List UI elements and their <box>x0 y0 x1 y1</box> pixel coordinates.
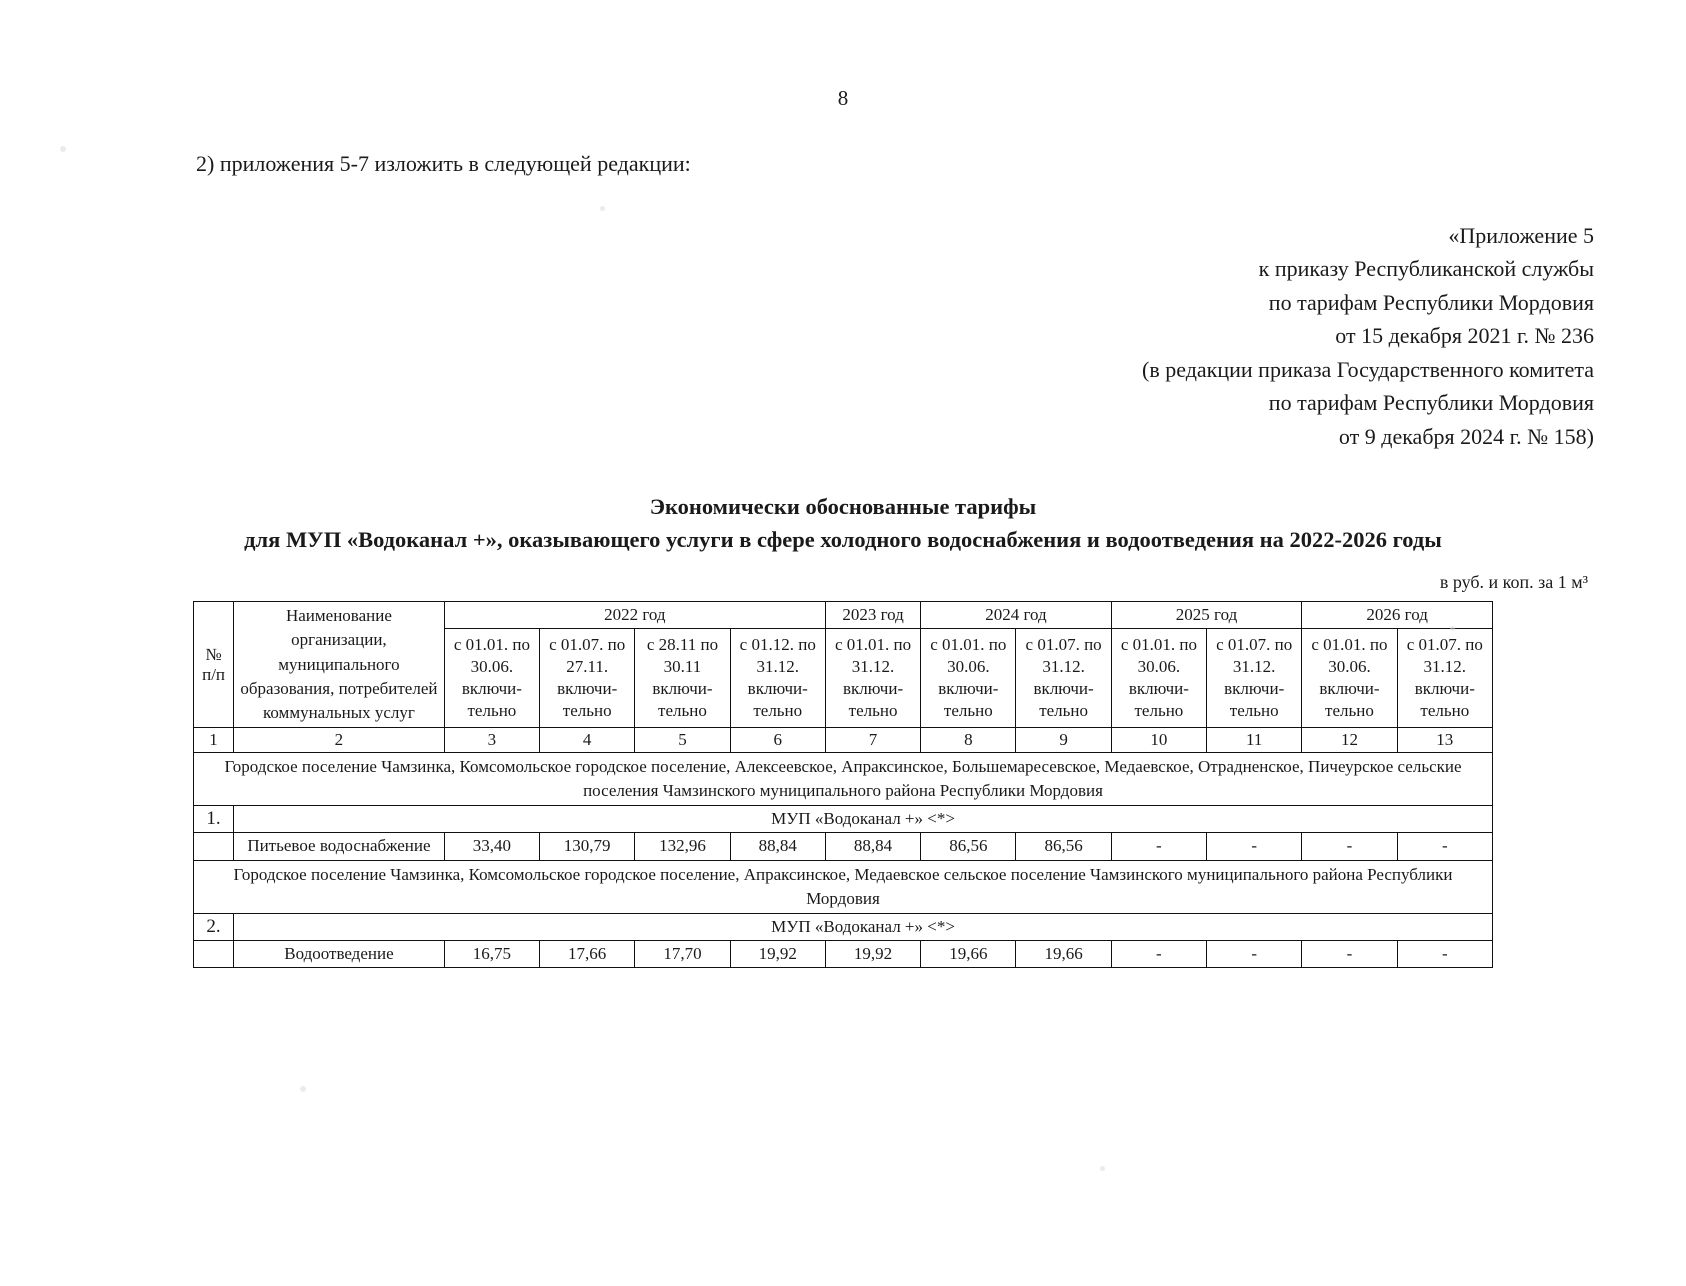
column-number: 2 <box>234 727 445 752</box>
column-number: 9 <box>1016 727 1111 752</box>
column-number: 1 <box>194 727 234 752</box>
header-period: с 01.01. по 30.06. включи-тельно <box>444 628 539 727</box>
header-period: с 01.07. по 31.12. включи-тельно <box>1016 628 1111 727</box>
appendix-line: «Приложение 5 <box>1448 223 1594 248</box>
header-period: с 01.07. по 31.12. включи-тельно <box>1207 628 1302 727</box>
header-period: с 01.07. по 31.12. включи-тельно <box>1397 628 1492 727</box>
column-number: 6 <box>730 727 825 752</box>
header-period: с 01.12. по 31.12. включи-тельно <box>730 628 825 727</box>
units-note: в руб. и коп. за 1 м³ <box>1439 572 1588 593</box>
header-year-2024: 2024 год <box>921 602 1112 629</box>
header-year-2026: 2026 год <box>1302 602 1493 629</box>
column-number: 10 <box>1111 727 1206 752</box>
region-text: Городское поселение Чамзинка, Комсомольское городское поселение, Апраксинское, Медаевское сельское поселение Чамзинского муниципального района Республики Мордовия <box>194 860 1493 913</box>
tariff-value: 19,92 <box>730 940 825 967</box>
tariff-value: 88,84 <box>730 833 825 860</box>
appendix-line: по тарифам Республики Мордовия <box>1268 289 1594 315</box>
column-number: 13 <box>1397 727 1492 752</box>
column-number: 8 <box>921 727 1016 752</box>
appendix-reference <box>0 219 1594 453</box>
table-row <box>194 940 1493 967</box>
scan-speck <box>600 206 605 211</box>
tariff-value: 130,79 <box>540 833 635 860</box>
header-period: с 01.01. по 30.06. включи-тельно <box>921 628 1016 727</box>
header-year-2022: 2022 год <box>444 602 825 629</box>
row-index-empty <box>194 833 234 860</box>
scan-speck <box>1100 1166 1105 1171</box>
tariff-value: - <box>1302 940 1397 967</box>
appendix-line: от 15 декабря 2021 г. № 236 <box>1335 323 1594 349</box>
header-period: с 28.11 по 30.11 включи-тельно <box>635 628 730 727</box>
tariffs-table <box>193 601 1493 968</box>
tariff-value: - <box>1302 833 1397 860</box>
tariff-value: 17,66 <box>540 940 635 967</box>
organization-index: 1. <box>194 806 234 833</box>
header-period: с 01.01. по 31.12. включи-тельно <box>825 628 920 727</box>
header-year-2023: 2023 год <box>825 602 920 629</box>
appendix-line: (в редакции приказа Государственного комитета <box>1142 356 1594 382</box>
tariff-value: 88,84 <box>825 833 920 860</box>
tariff-value: - <box>1111 940 1206 967</box>
tariff-value: 19,92 <box>825 940 920 967</box>
header-num: № п/п <box>194 602 234 728</box>
region-text: Городское поселение Чамзинка, Комсомольское городское поселение, Алексеевское, Апраксинское, Большемаресевское, Медаевское, Отрадненское, Пичеурское сельские поселения Чамзинского муниципального района Республики Мордовия <box>194 752 1493 805</box>
tariff-value: 86,56 <box>1016 833 1111 860</box>
tariff-value: 132,96 <box>635 833 730 860</box>
title-line-1: Экономически обоснованные тарифы <box>649 494 1037 520</box>
tariff-value: 86,56 <box>921 833 1016 860</box>
document-page <box>0 86 1686 1286</box>
header-period: с 01.01. по 30.06. включи-тельно <box>1111 628 1206 727</box>
header-period: с 01.07. по 27.11. включи-тельно <box>540 628 635 727</box>
region-row <box>194 752 1493 805</box>
tariff-value: - <box>1397 940 1492 967</box>
tariff-value: 19,66 <box>921 940 1016 967</box>
header-period: с 01.01. по 30.06. включи-тельно <box>1302 628 1397 727</box>
organization-row <box>194 806 1493 833</box>
column-number: 7 <box>825 727 920 752</box>
table-column-numbers-row <box>194 727 1493 752</box>
column-number: 4 <box>540 727 635 752</box>
title-line-2: для МУП «Водоканал +», оказывающего услуги в сфере холодного водоснабжения и водоотведения на 2022-2026 годы <box>244 526 1442 552</box>
page-number: 8 <box>837 86 849 110</box>
region-row <box>194 860 1493 913</box>
tariff-value: 17,70 <box>635 940 730 967</box>
column-number: 12 <box>1302 727 1397 752</box>
appendix-line: по тарифам Республики Мордовия <box>1268 390 1594 416</box>
row-index-empty <box>194 940 234 967</box>
intro-paragraph: 2) приложения 5-7 изложить в следующей редакции: <box>196 151 691 176</box>
column-number: 5 <box>635 727 730 752</box>
column-number: 3 <box>444 727 539 752</box>
appendix-line: к приказу Республиканской службы <box>1258 256 1594 282</box>
service-name: Питьевое водоснабжение <box>234 833 445 860</box>
appendix-line: от 9 декабря 2024 г. № 158) <box>1338 423 1594 449</box>
organization-row <box>194 913 1493 940</box>
scan-speck <box>300 1086 306 1092</box>
organization-name: МУП «Водоканал +» <*> <box>234 806 1493 833</box>
tariff-value: - <box>1207 940 1302 967</box>
tariff-value: - <box>1207 833 1302 860</box>
table-header-row <box>194 602 1493 629</box>
service-name: Водоотведение <box>234 940 445 967</box>
tariff-value: 33,40 <box>444 833 539 860</box>
table-row <box>194 833 1493 860</box>
header-name: Наименование организации, муниципального образования, потребителей коммунальных услуг <box>234 602 445 728</box>
header-year-2025: 2025 год <box>1111 602 1302 629</box>
organization-index: 2. <box>194 913 234 940</box>
tariff-value: 19,66 <box>1016 940 1111 967</box>
tariff-value: - <box>1111 833 1206 860</box>
document-title <box>0 491 1686 556</box>
tariff-value: 16,75 <box>444 940 539 967</box>
column-number: 11 <box>1207 727 1302 752</box>
organization-name: МУП «Водоканал +» <*> <box>234 913 1493 940</box>
scan-speck <box>60 146 66 152</box>
tariff-value: - <box>1397 833 1492 860</box>
